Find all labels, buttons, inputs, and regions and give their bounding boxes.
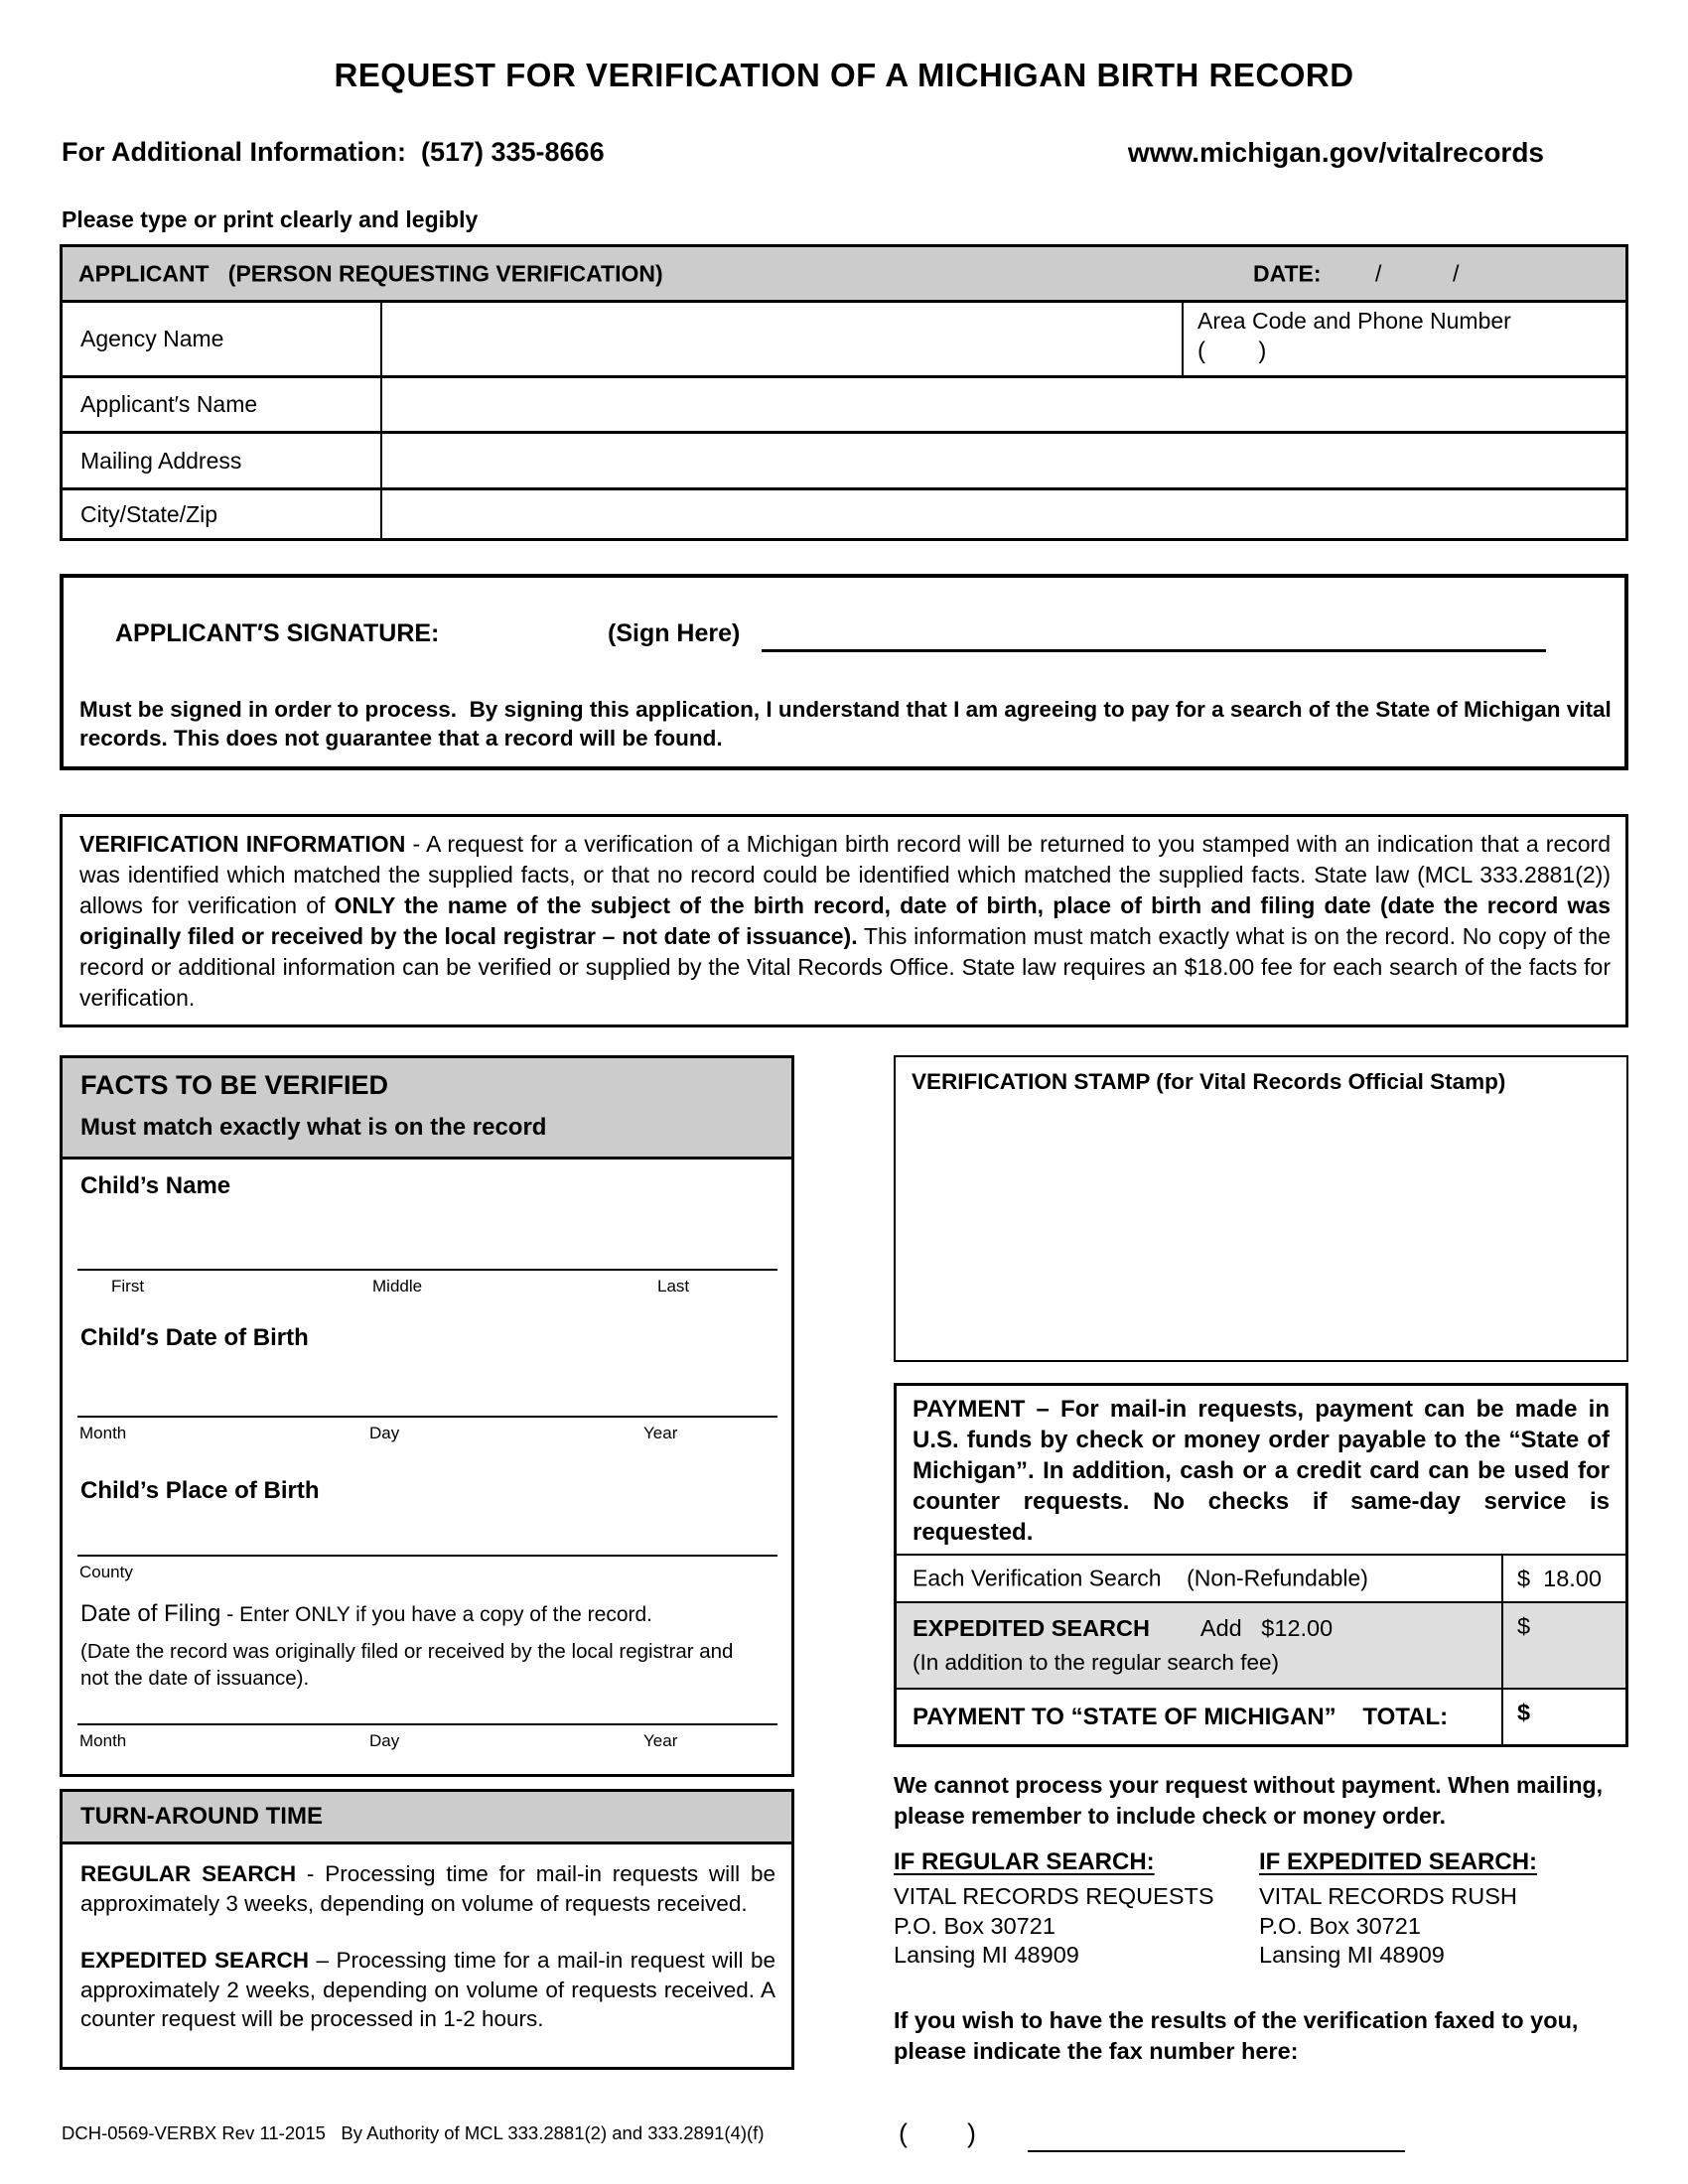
fax-note-line: If you wish to have the results of the verification faxed to you, <box>894 2007 1579 2033</box>
caption-last: Last <box>657 1277 690 1296</box>
regular-search-header: IF REGULAR SEARCH: <box>894 1848 1155 1875</box>
fax-area-code-field[interactable]: ( ) <box>899 2118 976 2148</box>
filing-note-line: not the date of issuance). <box>80 1667 310 1690</box>
expedited-search-para <box>80 1946 775 2034</box>
caption-year: Year <box>643 1731 678 1750</box>
verification-stamp-box <box>894 1055 1628 1362</box>
filing-date-line[interactable] <box>77 1723 777 1725</box>
applicant-table-header <box>63 247 1625 303</box>
verification-info-heading: VERIFICATION INFORMATION <box>79 831 406 857</box>
expedited-search-header: IF EXPEDITED SEARCH: <box>1259 1848 1538 1875</box>
fee-row-search <box>897 1556 1625 1603</box>
expedited-fee-label: EXPEDITED SEARCH <box>913 1615 1150 1641</box>
verification-info-box <box>60 814 1628 1027</box>
payment-paragraph: PAYMENT – For mail-in requests, payment can be made in U.S. funds by check or money order payable to the “State of Michigan”. In addition, cash or a credit card can be used for counter requests. No checks if same-day service is requested. <box>897 1386 1625 1556</box>
signature-box <box>60 574 1628 770</box>
expedited-search-label: EXPEDITED SEARCH <box>80 1948 310 1973</box>
mailing-address-label: Mailing Address <box>63 434 382 487</box>
date-of-filing-label <box>80 1600 652 1628</box>
verification-info-segment: - A request for a verification of a Michigan birth record will be returned to you stamped with an indication that a record was identified which matched the supplied facts, or that no record could be identified which matched the supplied facts. State law (MCL 333.2881(2)) allows for verification of <box>79 831 1611 918</box>
table-row <box>63 490 1625 538</box>
verification-info-segment: This information must match exactly what is on the record. No copy of the record or additional information can be verified or supplied by the Vital Records Office. State law requires an $18.00 fee for each search of the facts for verification. <box>79 923 1611 1011</box>
childs-dob-label: Child′s Date of Birth <box>80 1324 309 1351</box>
expedited-fee-amount-field[interactable]: $ <box>1501 1603 1625 1688</box>
expedited-search-address <box>1259 1848 1537 1971</box>
facts-box <box>60 1055 794 1777</box>
childs-name-line[interactable] <box>77 1269 777 1271</box>
city-state-zip-label: City/State/Zip <box>63 490 382 538</box>
agency-name-field[interactable] <box>382 303 1182 375</box>
expedited-fee-add: Add $12.00 <box>1149 1615 1334 1641</box>
caption-month: Month <box>79 1424 127 1442</box>
verification-info-text <box>79 829 1611 1014</box>
form-number-footer: DCH-0569-VERBX Rev 11-2015 By Authority of MCL 333.2881(2) and 333.2891(4)(f) <box>62 2122 765 2143</box>
address-line: VITAL RECORDS REQUESTS <box>894 1883 1214 1909</box>
fee-row-expedited <box>897 1603 1625 1690</box>
signature-note: Must be signed in order to process. By signing this application, I understand that I am agreeing to pay for a search of the State of Michigan vital records. This does not guarantee that a record will be found. <box>79 697 1618 751</box>
regular-search-para <box>80 1859 775 1918</box>
applicant-name-field[interactable] <box>382 378 1625 431</box>
mailing-address-field[interactable] <box>382 434 1625 487</box>
caption-day: Day <box>369 1424 400 1442</box>
total-amount-field[interactable]: $ <box>1501 1690 1625 1744</box>
address-line: VITAL RECORDS RUSH <box>1259 1883 1517 1909</box>
facts-title: FACTS TO BE VERIFIED <box>80 1070 389 1100</box>
turnaround-box <box>60 1789 794 2070</box>
fee-row-total <box>897 1690 1625 1744</box>
expedited-fee-note: (In addition to the regular search fee) <box>913 1650 1279 1675</box>
applicant-name-label: Applicant′s Name <box>63 378 382 431</box>
childs-name-label: Child’s Name <box>80 1172 231 1199</box>
verification-info-bold-segment: ONLY the name of the subject of the birth record, date of birth, place of birth and filing date (date the record was originally filed or received by the local registrar – not date of issuance). <box>79 892 1611 949</box>
caption-month: Month <box>79 1731 127 1750</box>
payment-box <box>894 1383 1628 1747</box>
address-line: Lansing MI 48909 <box>1259 1942 1445 1968</box>
applicant-table <box>60 244 1628 541</box>
total-label: PAYMENT TO “STATE OF MICHIGAN” TOTAL: <box>913 1703 1449 1730</box>
caption-county: County <box>79 1563 133 1581</box>
payment-required-note: We cannot process your request without payment. When mailing, please remember to include check or money order. <box>894 1772 1603 1829</box>
table-row <box>63 303 1625 378</box>
contact-info: For Additional Information: (517) 335-8666 <box>62 137 605 167</box>
expedited-fee-line <box>913 1615 1333 1642</box>
date-slash-icon: / <box>1375 260 1382 286</box>
turnaround-header: TURN-AROUND TIME <box>63 1792 791 1844</box>
sign-here-label: (Sign Here) <box>608 619 741 647</box>
fax-note <box>894 2005 1578 2067</box>
facts-header <box>63 1058 791 1160</box>
county-line[interactable] <box>77 1555 777 1557</box>
fax-number-line[interactable] <box>1028 2116 1405 2152</box>
address-line: P.O. Box 30721 <box>1259 1912 1421 1939</box>
expedited-search-text: – Processing time for a mail-in request will be approximately 2 weeks, depending on volume of requests received. A counter request will be processed in 1-2 hours. <box>80 1948 776 2031</box>
signature-line[interactable] <box>762 617 1546 652</box>
filing-note <box>80 1638 733 1692</box>
childs-dob-line[interactable] <box>77 1416 777 1418</box>
filing-note-line: (Date the record was originally filed or received by the local registrar and <box>80 1640 734 1663</box>
agency-name-label: Agency Name <box>63 303 382 375</box>
caption-day: Day <box>369 1731 400 1750</box>
filing-label-big: Date of Filing <box>80 1600 221 1627</box>
address-line: Lansing MI 48909 <box>894 1942 1079 1968</box>
table-row <box>63 434 1625 490</box>
filing-label-detail: - Enter ONLY if you have a copy of the record. <box>220 1603 653 1626</box>
page-title: REQUEST FOR VERIFICATION OF A MICHIGAN BIRTH RECORD <box>334 57 1354 93</box>
regular-search-label: REGULAR SEARCH <box>80 1861 297 1886</box>
phone-label: Area Code and Phone Number <box>1197 308 1511 334</box>
caption-middle: Middle <box>372 1277 423 1296</box>
turnaround-body <box>80 1859 775 2062</box>
website-url: www.michigan.gov/vitalrecords <box>1127 137 1544 168</box>
phone-number-field[interactable] <box>1182 303 1625 375</box>
address-line: P.O. Box 30721 <box>894 1912 1055 1939</box>
caption-year: Year <box>643 1424 678 1442</box>
verification-stamp-label: VERIFICATION STAMP (for Vital Records Official Stamp) <box>912 1069 1506 1094</box>
signature-label: APPLICANT′S SIGNATURE: <box>115 619 440 647</box>
search-fee-amount: $ 18.00 <box>1501 1556 1625 1601</box>
instruction-text: Please type or print clearly and legibly <box>62 206 479 232</box>
date-slash-icon: / <box>1453 260 1460 286</box>
table-row <box>63 378 1625 434</box>
phone-parens: ( ) <box>1197 338 1267 364</box>
caption-first: First <box>111 1277 145 1296</box>
date-label: DATE: <box>1253 260 1322 286</box>
fax-note-line: please indicate the fax number here: <box>894 2038 1299 2064</box>
regular-search-text: - Processing time for mail-in requests will be approximately 3 weeks, depending on volume of requests received. <box>80 1861 775 1916</box>
applicant-header-label: APPLICANT (PERSON REQUESTING VERIFICATION) <box>78 260 663 286</box>
regular-search-address <box>894 1848 1214 1971</box>
search-fee-label: Each Verification Search (Non-Refundable) <box>913 1565 1368 1591</box>
childs-pob-label: Child’s Place of Birth <box>80 1477 320 1504</box>
facts-subtitle: Must match exactly what is on the record <box>80 1114 547 1141</box>
city-state-zip-field[interactable] <box>382 490 1625 538</box>
